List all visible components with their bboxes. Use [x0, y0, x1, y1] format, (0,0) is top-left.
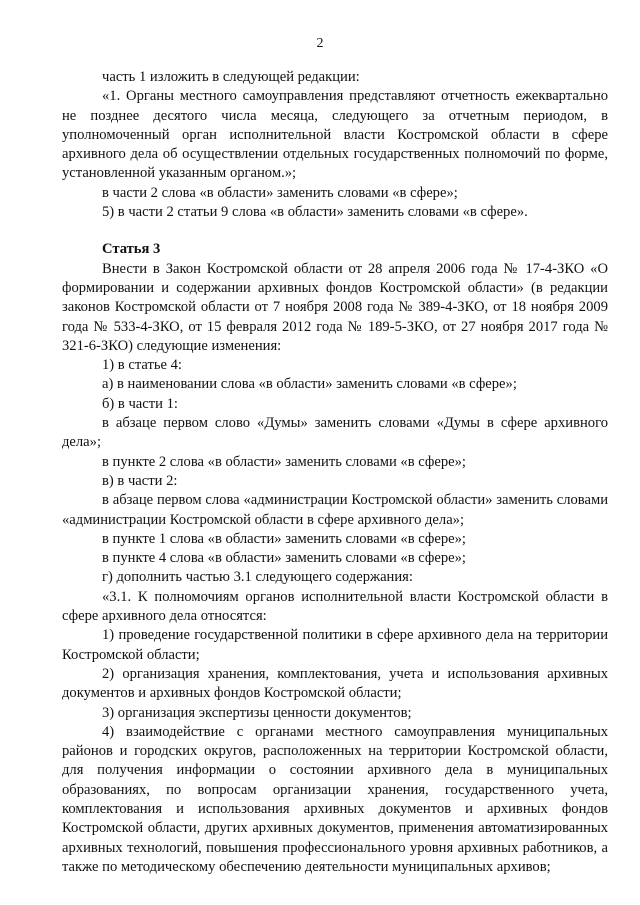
paragraph: 1) проведение государственной политики в сфере архивного дела на территории Костромской области; [62, 627, 608, 663]
paragraph: в пункте 2 слова «в области» заменить словами «в сфере»; [102, 453, 466, 470]
page-number: 2 [316, 36, 324, 51]
paragraph: в абзаце первом слова «администрации Костромской области» заменить словами «администрации Костромской области в сфере архивного дела»; [62, 492, 608, 528]
paragraph: в пункте 4 слова «в области» заменить словами «в сфере»; [102, 550, 466, 567]
paragraph: часть 1 изложить в следующей редакции: [102, 69, 360, 85]
paragraph: 1) в статье 4: [102, 357, 182, 374]
paragraph: 4) взаимодействие с органами местного самоуправления муниципальных районов и городских округов, расположенных на территории Костромской области, для получения информации о состоянии архивного дела в муниципальных образованиях, по вопросам организации хранения, государственного учета, комплектования и использования архивных документов и архивных фондов Костромской области, других архивных документов, применения автоматизированных архивных технологий, повышения профессионального уровня архивных работников, а также по методическому обеспечению деятельности муниципальных архивов; [62, 723, 608, 875]
paragraph: в абзаце первом слово «Думы» заменить словами «Думы в сфере архивного дела»; [62, 415, 608, 451]
paragraph: а) в наименовании слова «в области» заменить словами «в сфере»; [102, 376, 517, 393]
document-body [62, 68, 608, 877]
paragraph: 2) организация хранения, комплектования, учета и использования архивных документов и архивных фондов Костромской области; [62, 665, 608, 702]
paragraph: г) дополнить частью 3.1 следующего содержания: [102, 569, 413, 586]
paragraph: б) в части 1: [102, 395, 178, 412]
paragraph: в) в части 2: [102, 472, 178, 489]
paragraph: 3) организация экспертизы ценности документов; [102, 704, 412, 721]
paragraph: в части 2 слова «в области» заменить словами «в сфере»; [102, 184, 458, 201]
paragraph: в пункте 1 слова «в области» заменить словами «в сфере»; [102, 530, 466, 547]
paragraph: «3.1. К полномочиям органов исполнительной власти Костромской области в сфере архивного дела относятся: [62, 588, 608, 625]
paragraph: Внести в Закон Костромской области от 28 апреля 2006 года № 17-4-ЗКО «О формировании и содержании архивных фондов Костромской области» (в редакции законов Костромской области от 7 ноября 2008 года № 389-4-ЗКО, от 18 ноября 2009 года № 533-4-ЗКО, от 15 февраля 2012 года № 189-5-ЗКО, от 27 ноября 2017 года № 321-6-ЗКО) следующие изменения: [62, 260, 608, 354]
paragraph: 5) в части 2 статьи 9 слова «в области» заменить словами «в сфере». [102, 204, 528, 221]
paragraph: «1. Органы местного самоуправления представляют отчетность ежеквартально не позднее десятого числа месяца, следующего за отчетным периодом, в уполномоченный орган исполнительной власти Костромской области в сфере архивного дела об осуществлении отдельных государственных полномочий по форме, установленной указанным органом.»; [62, 88, 608, 182]
article-heading: Статья 3 [102, 241, 161, 258]
